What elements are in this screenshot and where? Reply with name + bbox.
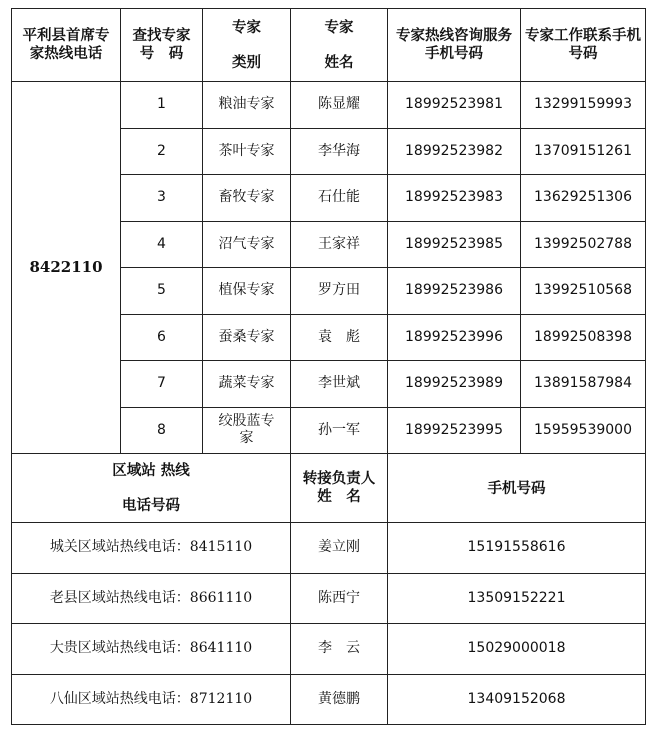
station-row [12,624,646,675]
header-contact-person: 转接负责人 姓 名 [291,454,388,523]
service-phone: 18992523995 [388,407,521,454]
expert-category: 沼气专家 [203,221,291,268]
header-area-hotline: 区域站 热线 电话号码 [12,454,291,523]
expert-number: 6 [121,314,203,361]
header-expert-category: 专家 类别 [203,9,291,82]
header-chief-hotline: 平利县首席专家热线电话 [12,9,121,82]
expert-name: 石仕能 [291,175,388,222]
expert-number: 4 [121,221,203,268]
expert-category: 粮油专家 [203,82,291,129]
service-phone: 18992523982 [388,128,521,175]
expert-number: 1 [121,82,203,129]
chief-hotline-number: 8422110 [12,82,121,454]
expert-category: 蔬菜专家 [203,361,291,408]
expert-number: 7 [121,361,203,408]
expert-name: 罗方田 [291,268,388,315]
service-phone: 18992523996 [388,314,521,361]
station-contact: 李 云 [291,624,388,675]
expert-name: 袁 彪 [291,314,388,361]
header-expert-name: 专家 姓名 [291,9,388,82]
station-header-row [12,454,646,523]
station-hotline: 老县区域站热线电话：8661110 [12,573,291,624]
expert-category: 茶叶专家 [203,128,291,175]
expert-number: 3 [121,175,203,222]
station-mobile: 13409152068 [388,674,646,725]
service-phone: 18992523989 [388,361,521,408]
header-service-phone: 专家热线咨询服务手机号码 [388,9,521,82]
work-phone: 13992502788 [521,221,646,268]
work-phone: 13299159993 [521,82,646,129]
expert-category: 绞股蓝专家 [203,407,291,454]
station-mobile: 13509152221 [388,573,646,624]
station-hotline: 八仙区域站热线电话：8712110 [12,674,291,725]
expert-number: 2 [121,128,203,175]
station-mobile: 15191558616 [388,523,646,574]
header-mobile: 手机号码 [388,454,646,523]
work-phone: 13629251306 [521,175,646,222]
expert-category: 畜牧专家 [203,175,291,222]
work-phone: 13891587984 [521,361,646,408]
work-phone: 13992510568 [521,268,646,315]
station-row [12,674,646,725]
station-hotline: 大贵区域站热线电话：8641110 [12,624,291,675]
expert-name: 孙一军 [291,407,388,454]
expert-category: 植保专家 [203,268,291,315]
work-phone: 13709151261 [521,128,646,175]
work-phone: 15959539000 [521,407,646,454]
station-row [12,573,646,624]
expert-name: 李世斌 [291,361,388,408]
service-phone: 18992523985 [388,221,521,268]
service-phone: 18992523986 [388,268,521,315]
station-mobile: 15029000018 [388,624,646,675]
station-contact: 陈西宁 [291,573,388,624]
station-contact: 姜立刚 [291,523,388,574]
expert-name: 陈显耀 [291,82,388,129]
table-header-row [12,9,646,82]
expert-name: 李华海 [291,128,388,175]
header-lookup-number: 查找专家 号 码 [121,9,203,82]
expert-name: 王家祥 [291,221,388,268]
header-work-phone: 专家工作联系手机号码 [521,9,646,82]
work-phone: 18992508398 [521,314,646,361]
service-phone: 18992523983 [388,175,521,222]
table-row [12,82,646,129]
service-phone: 18992523981 [388,82,521,129]
station-hotline: 城关区域站热线电话：8415110 [12,523,291,574]
expert-number: 8 [121,407,203,454]
expert-number: 5 [121,268,203,315]
expert-hotline-table [11,8,646,725]
station-row [12,523,646,574]
station-contact: 黄德鹏 [291,674,388,725]
expert-category: 蚕桑专家 [203,314,291,361]
